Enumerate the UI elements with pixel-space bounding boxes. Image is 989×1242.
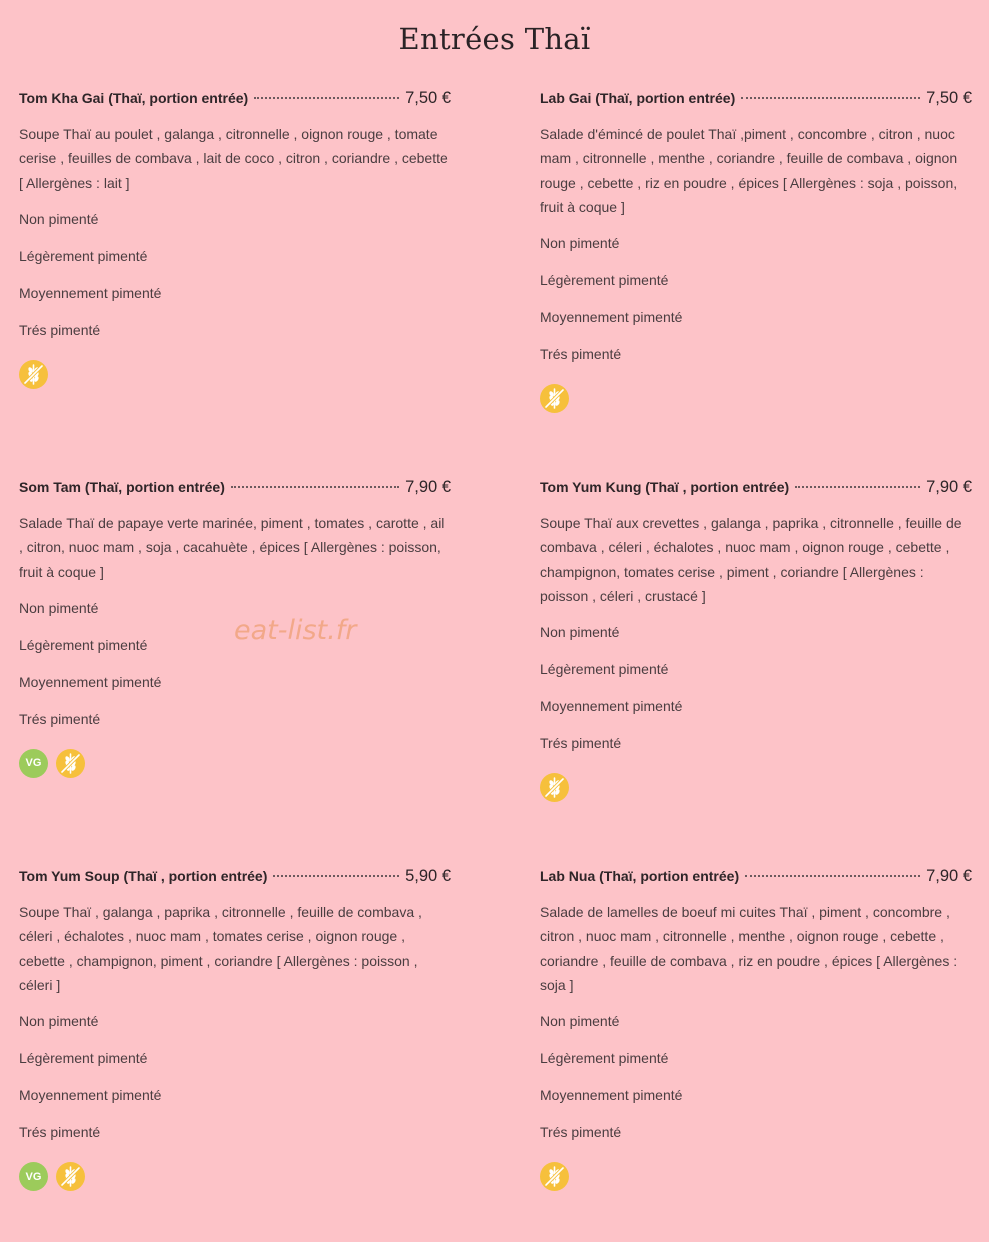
spice-option-mild[interactable]: Légèrement pimenté: [540, 272, 669, 289]
spice-option-hot[interactable]: Trés pimenté: [540, 346, 622, 363]
dot-leader: [741, 97, 920, 99]
spice-option-none[interactable]: Non pimenté: [540, 624, 620, 641]
spice-option-medium[interactable]: Moyennement pimenté: [540, 309, 683, 326]
spice-option-none[interactable]: Non pimenté: [19, 1013, 99, 1030]
dish-description: Salade de lamelles de boeuf mi cuites Thaï , piment , concombre , citron , nuoc mam , citronnelle , menthe , oignon rouge , cebette , coriandre , feuille de combava , riz en poudre , épices [ Allergènes : soja ]: [540, 904, 958, 993]
dish-name: Tom Yum Soup (Thaï , portion entrée): [19, 868, 268, 884]
dish-header: [19, 478, 451, 497]
spice-options: [540, 623, 972, 771]
dot-leader: [254, 97, 399, 99]
spice-option-medium[interactable]: Moyennement pimenté: [540, 1087, 683, 1104]
spice-option-medium[interactable]: Moyennement pimenté: [19, 673, 162, 690]
dish-price: 5,90 €: [405, 867, 451, 885]
diet-badges: [540, 384, 972, 413]
dish-name: Lab Nua (Thaï, portion entrée): [540, 868, 740, 884]
dish-header: [540, 867, 972, 886]
dot-leader: [231, 486, 399, 488]
diet-badges: [19, 360, 451, 389]
spice-option-none[interactable]: Non pimenté: [540, 235, 620, 252]
dish-name: Som Tam (Thaï, portion entrée): [19, 479, 225, 495]
menu-item: [19, 867, 451, 1191]
dish-price: 7,50 €: [405, 89, 451, 107]
dish-header: [540, 89, 972, 108]
dish-price: 7,50 €: [926, 89, 972, 107]
spice-options: [540, 234, 972, 382]
gluten-free-icon: [56, 749, 85, 778]
dish-description: Salade d'émincé de poulet Thaï ,piment , concombre , citron , nuoc mam , citronnelle , menthe , coriandre , feuille de combava , oignon rouge , cebette , riz en poudre , épices [ Allergènes : soja , poisson, fruit à coque ]: [540, 126, 958, 215]
spice-option-mild[interactable]: Légèrement pimenté: [540, 1050, 669, 1067]
spice-option-hot[interactable]: Trés pimenté: [19, 321, 101, 338]
gluten-free-icon: [19, 360, 48, 389]
dish-header: [19, 89, 451, 108]
dish-description: Soupe Thaï , galanga , paprika , citronnelle , feuille de combava , céleri , échalotes , nuoc mam , tomates cerise , oignon rouge , cebette , champignon, piment , coriandre [ Allergènes : poisson , céleri ]: [19, 904, 422, 993]
dish-price: 7,90 €: [926, 478, 972, 496]
dot-leader: [745, 875, 920, 877]
spice-option-mild[interactable]: Légèrement pimenté: [19, 636, 148, 653]
diet-badges: [19, 749, 451, 778]
spice-option-medium[interactable]: Moyennement pimenté: [19, 284, 162, 301]
diet-badges: [540, 773, 972, 802]
spice-option-medium[interactable]: Moyennement pimenté: [19, 1087, 162, 1104]
menu-item: [19, 89, 451, 389]
spice-option-none[interactable]: Non pimenté: [540, 1013, 620, 1030]
dish-name: Tom Kha Gai (Thaï, portion entrée): [19, 90, 249, 106]
gluten-free-icon: [540, 773, 569, 802]
spice-option-hot[interactable]: Trés pimenté: [540, 1124, 622, 1141]
dish-description: Soupe Thaï au poulet , galanga , citronnelle , oignon rouge , tomate cerise , feuilles de combava , lait de coco , citron , coriandre , cebette [ Allergènes : lait ]: [19, 126, 448, 191]
menu-item: [540, 89, 972, 413]
spice-option-none[interactable]: Non pimenté: [19, 210, 99, 227]
spice-option-mild[interactable]: Légèrement pimenté: [540, 661, 669, 678]
gluten-free-icon: [56, 1162, 85, 1191]
dish-description: Soupe Thaï aux crevettes , galanga , paprika , citronnelle , feuille de combava , céleri , échalotes , nuoc mam , oignon rouge , cebette , champignon, tomates cerise , piment , coriandre [ Allergènes : poisson , céleri , crustacé ]: [540, 515, 962, 604]
spice-option-medium[interactable]: Moyennement pimenté: [540, 698, 683, 715]
diet-badges: [540, 1162, 972, 1191]
gluten-free-icon: [540, 1162, 569, 1191]
spice-options: [19, 599, 451, 747]
dish-price: 7,90 €: [405, 478, 451, 496]
spice-options: [540, 1012, 972, 1160]
spice-option-mild[interactable]: Légèrement pimenté: [19, 1050, 148, 1067]
dish-description: Salade Thaï de papaye verte marinée, piment , tomates , carotte , ail , citron, nuoc mam , soja , cacahuète , épices [ Allergènes : poisson, fruit à coque ]: [19, 515, 445, 580]
dish-name: Tom Yum Kung (Thaï , portion entrée): [540, 479, 790, 495]
watermark: eat-list.fr: [234, 615, 357, 646]
page-title: Entrées Thaï: [398, 22, 591, 56]
spice-options: [19, 1012, 451, 1160]
dish-header: [540, 478, 972, 497]
vegan-badge: VG: [19, 749, 48, 778]
spice-option-none[interactable]: Non pimenté: [19, 599, 99, 616]
menu-item: [19, 478, 451, 778]
diet-badges: [19, 1162, 451, 1191]
dot-leader: [273, 875, 399, 877]
dish-header: [19, 867, 451, 886]
vegan-badge: VG: [19, 1162, 48, 1191]
dish-price: 7,90 €: [926, 867, 972, 885]
spice-option-hot[interactable]: Trés pimenté: [540, 735, 622, 752]
dish-name: Lab Gai (Thaï, portion entrée): [540, 90, 736, 106]
spice-options: [19, 210, 451, 358]
dot-leader: [795, 486, 920, 488]
menu-item: [540, 478, 972, 802]
menu-item: [540, 867, 972, 1191]
gluten-free-icon: [540, 384, 569, 413]
spice-option-mild[interactable]: Légèrement pimenté: [19, 247, 148, 264]
spice-option-hot[interactable]: Trés pimenté: [19, 710, 101, 727]
spice-option-hot[interactable]: Trés pimenté: [19, 1124, 101, 1141]
